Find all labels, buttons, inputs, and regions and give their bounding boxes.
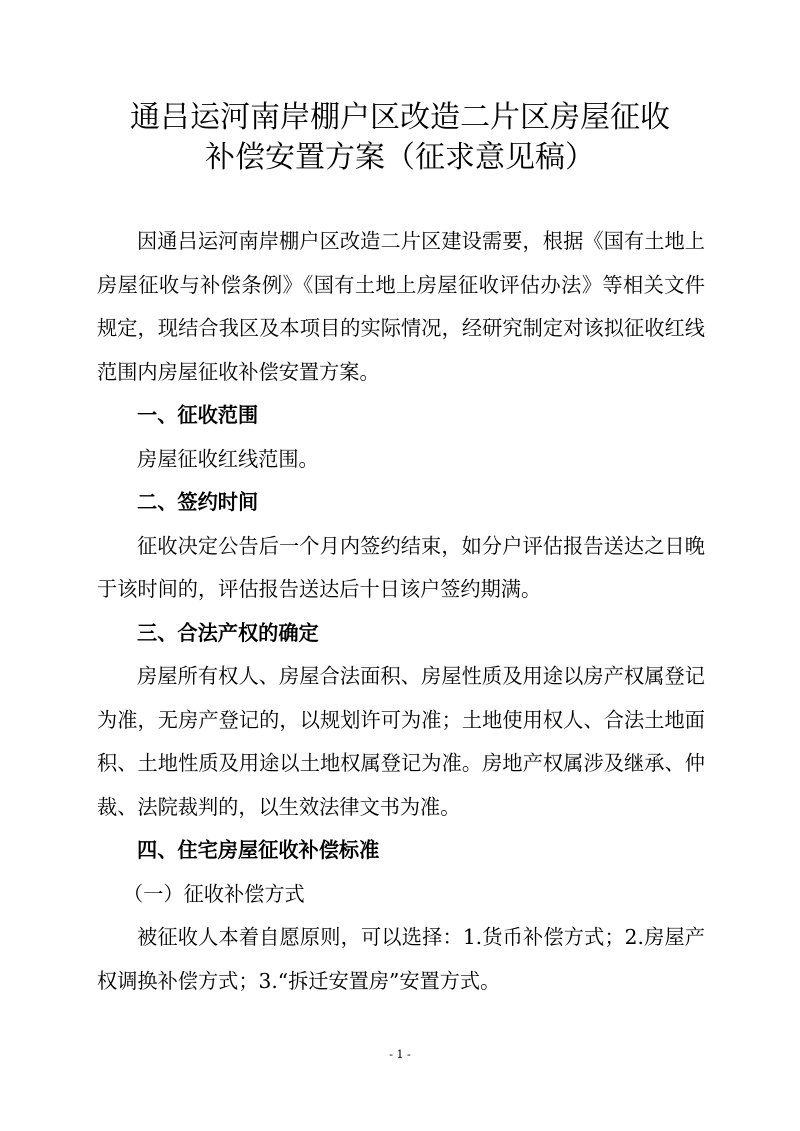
section-heading-compensation-standard: 四、住宅房屋征收补偿标准: [137, 838, 380, 862]
section-paragraph-signing-time: 征收决定公告后一个月内签约结束，如分户评估报告送达之日晚于该时间的，评估报告送达后十日该户签约期满。: [97, 533, 705, 601]
section-heading-property-rights: 三、合法产权的确定: [137, 620, 319, 645]
subheading-compensation-method: （一）征收补偿方式: [123, 881, 305, 906]
section-heading-signing-time: 二、签约时间: [137, 490, 259, 514]
document-title-line-1: 通吕运河南岸棚户区改造二片区房屋征收: [130, 100, 670, 135]
page-number: - 1 -: [389, 1048, 411, 1061]
document-body: [97, 220, 705, 1003]
section-paragraph-property-rights: 房屋所有权人、房屋合法面积、房屋性质及用途以房产权属登记为准，无房产登记的，以规划许可为准；土地使用权人、合法土地面积、土地性质及用途以土地权属登记为准。房地产权属涉及继承、仲裁、法院裁判的，以生效法律文书为准。: [97, 664, 705, 819]
section-heading-scope: 一、征收范围: [137, 403, 259, 427]
document-title-line-2: 补偿安置方案（征求意见稿）: [205, 140, 595, 175]
intro-paragraph: 因通吕运河南岸棚户区改造二片区建设需要，根据《国有土地上房屋征收与补偿条例》《国有土地上房屋征收评估办法》等相关文件规定，现结合我区及本项目的实际情况，经研究制定对该拟征收红线范围内房屋征收补偿安置方案。: [97, 229, 705, 384]
section-paragraph-scope: 房屋征收红线范围。: [137, 446, 319, 471]
section-paragraph-compensation-method: 被征收人本着自愿原则，可以选择：1.货币补偿方式；2.房屋产权调换补偿方式；3.“拆迁安置房”安置方式。: [97, 925, 705, 993]
